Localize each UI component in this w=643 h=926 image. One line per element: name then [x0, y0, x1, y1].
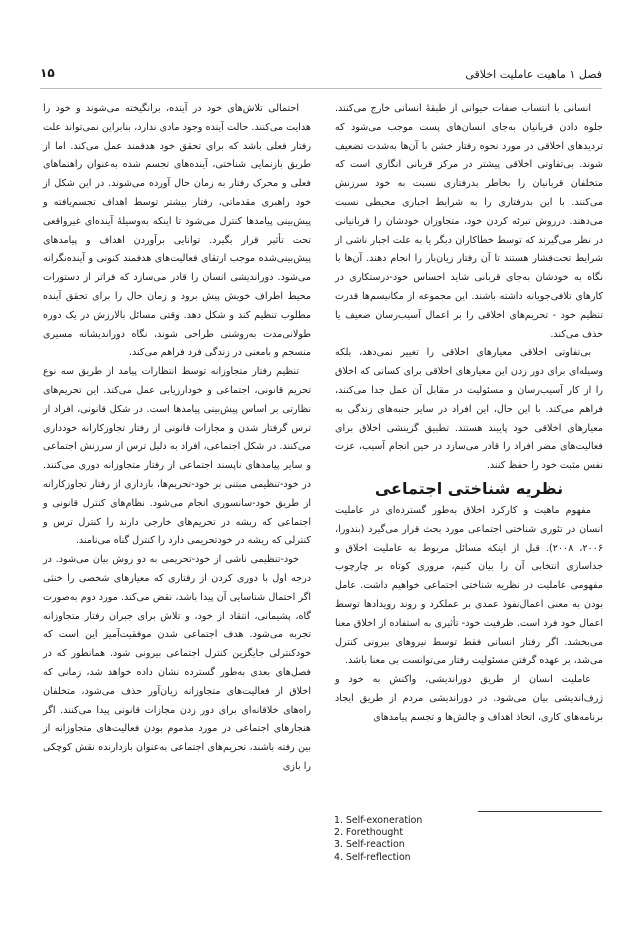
page-number: ۱۵	[40, 66, 55, 80]
left-column	[43, 100, 311, 777]
paragraph: بی‌تفاوتی اخلاقی معیارهای اخلاقی را تغییر نمی‌دهد، بلکه وسیله‌ای برای دور زدن این معیارهای اخلاقی برای کسانی که اخلاق را از کار آسیب‌رسان و مسئولیت در مقابل آن عمل جدا می‌کنند، فراهم می‌کند. با این حال، این افراد در سایر جنبه‌های زندگی به معیارهای اخلاقی خود پایبند هستند. تطبیق گزینشی اخلاق برای فعالیت‌های مضر افراد را قادر می‌سازد در حین انجام آسیب، عزت نفس مثبت خود را حفظ کنند.	[335, 347, 603, 472]
footnote-3: 3. Self-reaction	[334, 839, 405, 851]
paragraph: تنظیم رفتار متجاوزانه توسط انتظارات پیامد از طریق سه نوع تحریم قانونی، اجتماعی و خودارزیابی عمل می‌کند. این تحریم‌های نظارتی بر اساس پیش‌بینی پیامدها است. در شکل قانونی، افراد از ترس گرفتار شدن و مجازات قانونی از رفتار تجاوزکارانه خودداری می‌کنند. در شکل اجتماعی، افراد به دلیل ترس از سرزنش اجتماعی و سایر پیامدهای ناپسند اجتماعی از رفتار متجاوزانه دوری می‌کنند. در خود-تنظیمی مبتنی بر خود-تحریم‌ها، بازداری از رفتار تجاوزکارانه از طریق خود-سانسوری انجام می‌شود. نظام‌های کنترل قانونی و اجتماعی که ریشه در تحریم‌های خارجی دارند را کنترل ترس و کنترلی که ریشه در خودتحریمی دارد را کنترل گناه می‌نامند.	[43, 366, 311, 547]
page-header	[40, 64, 602, 88]
footnotes	[334, 815, 602, 864]
footnote-rule	[478, 811, 602, 812]
footnote-1: 1. Self-exoneration	[334, 815, 423, 826]
footnote-2: 2. Forethought	[334, 827, 403, 839]
section-heading: نظریه شناختی اجتماعی	[374, 478, 564, 498]
header-rule	[40, 88, 602, 89]
paragraph: انسانی با انتساب صفات حیوانی از طبقهٔ انسانی خارج می‌کنند. جلوه دادن قربانیان به‌جای انسان‌های پست موجب می‌شود که تردیدهای اخلاقی در مورد نحوه رفتار خشن با آن‌ها به‌شدت تضعیف شوند. بی‌تفاوتی اخلاقی پیشتر در مرکز قربانی انگاری است که متخلفان قربانیان را بخاطر بدرفتاری نسبت به خود سرزنش می‌کنند. با این بدرفتاری را به شرایط اجباری محیطی نسبت می‌دهند. درروش تبرئه کردن خود، متجاوزان خودشان را قربانیانی در نظر می‌گیرند که توسط خطاکاران دیگر یا به علت اجبار ناشی از شرایط تحت‌فشار هستند تا آن رفتار زیان‌بار را انجام دهند. آن‌ها با نگاه به خودشان به‌جای قربانی شاید احساس خود-درستکاری در کارهای تلافی‌جویانه داشته باشند. این مجموعه از مکانیسم‌ها قدرت تنظیم خود - تحریم‌های اخلاقی را بر اعمال آسیب‌رسان ضعیف یا حذف می‌کند.	[335, 103, 603, 340]
footnote-4: 4. Self-reflection	[334, 851, 411, 863]
paragraph: خود-تنظیمی ناشی از خود-تحریمی به دو روش بیان می‌شود. در درجه اول با دوری کردن از رفتاری که معیارهای شخصی را خنثی اگر احتمال شناسایی آن پیدا باشد، نقض می‌کند. مورد دوم به‌صورت گاه، پشیمانی، انتقاد از خود، و تلاش برای جبران رفتار متجاوزانه تجربه می‌شود. هدف اجتماعی شدن موفقیت‌آمیز این است که خودکنترلی جایگزین کنترل اجتماعی بیرونی شود. همانطور که در فصل‌های بعدی به‌طور گسترده نشان داده خواهد شد، زمانی که اخلاق از فعالیت‌های متجاوزانه زیان‌آور حذف می‌شود، متخلفان راه‌های خلاقانه‌ای برای دور زدن مجازات قانونی پیدا می‌کنند. اگر هنجارهای اجتماعی در مورد مذموم بودن فعالیت‌های متجاوزانه از بین رفته باشند، تحریم‌های اجتماعی به‌عنوان بازدارنده نقش کوچکی را بازی	[43, 554, 311, 772]
paragraph: احتمالی تلاش‌های خود در آینده، برانگیخته می‌شوند و خود را هدایت می‌کنند. حالت آینده وجود مادی ندارد، بنابراین نمی‌تواند علت رفتار فعلی باشد که برای تحقق خود هدفمند عمل می‌کند. اما از طریق بازنمایی شناختی، آینده‌های تجسم شده به‌عنوان راهنماهای فعلی و محرک رفتار به زمان حال آورده می‌شوند. در این شکل از خود راهبری مقدماتی، رفتار بیشتر توسط اهداف تجسم‌یافته و پیش‌بینی پیامدها کنترل می‌شود تا اینکه به‌وسیلهٔ آینده‌ای غیرواقعی تحت تأثیر قرار بگیرد. توانایی برآوردن اهداف و پیامدهای پیش‌بینی‌شده موجب ارتقای فعالیت‌های هدفمند کنونی و آینده‌نگرانه می‌شود. دوراندیشی انسان را قادر می‌سازد که فراتر از دستورات محیط اطراف خویش پیش برود و زمان حال را برای تحقق آینده مطلوب تنظیم کند و شکل دهد. وقتی مسائل بالارزش در یک دوره طولانی‌مدت به‌روشنی طراحی شوند، نگاه دوراندیشانه مسیری منسجم و بامعنی در زندگی فرد فراهم می‌کند.	[43, 103, 311, 359]
paragraph: مفهوم ماهیت و کارکرد اخلاق به‌طور گسترده‌ای در عاملیت انسان در تئوری شناختی اجتماعی مورد بحث قرار می‌گیرد (بندورا، ۲۰۰۶، ۲۰۰۸). قبل از اینکه مسائل مربوط به عاملیت اخلاق و جداسازی انتخابی آن را بیان کنیم، مروری کوتاه بر چارچوب مفهومی عاملیت در نظریه شناختی اجتماعی خواهیم داشت. عامل بودن به معنی اعمال‌نفوذ عمدی بر عملکرد و روند رویدادها توسط اعمال خود فرد است. ظرفیت خود- تأثیری به استفاده از اخلاق معنا می‌بخشد. اگر رفتار انسانی فقط توسط نیروهای بیرونی کنترل می‌شد، بر عهده گرفتن مسئولیت رفتار می‌توانست بی معنا باشد.	[335, 504, 603, 667]
right-column	[335, 100, 603, 728]
chapter-title: فصل ۱ ماهیت عاملیت اخلاقی	[465, 68, 602, 81]
paragraph: عاملیت انسان از طریق دوراندیشی، واکنش به خود و ژرف‌اندیشی بیان می‌شود. در دوراندیشی مردم از طریق ایجاد برنامه‌های کاری، اتخاذ اهداف و چالش‌ها و تجسم پیامدهای	[335, 674, 603, 723]
